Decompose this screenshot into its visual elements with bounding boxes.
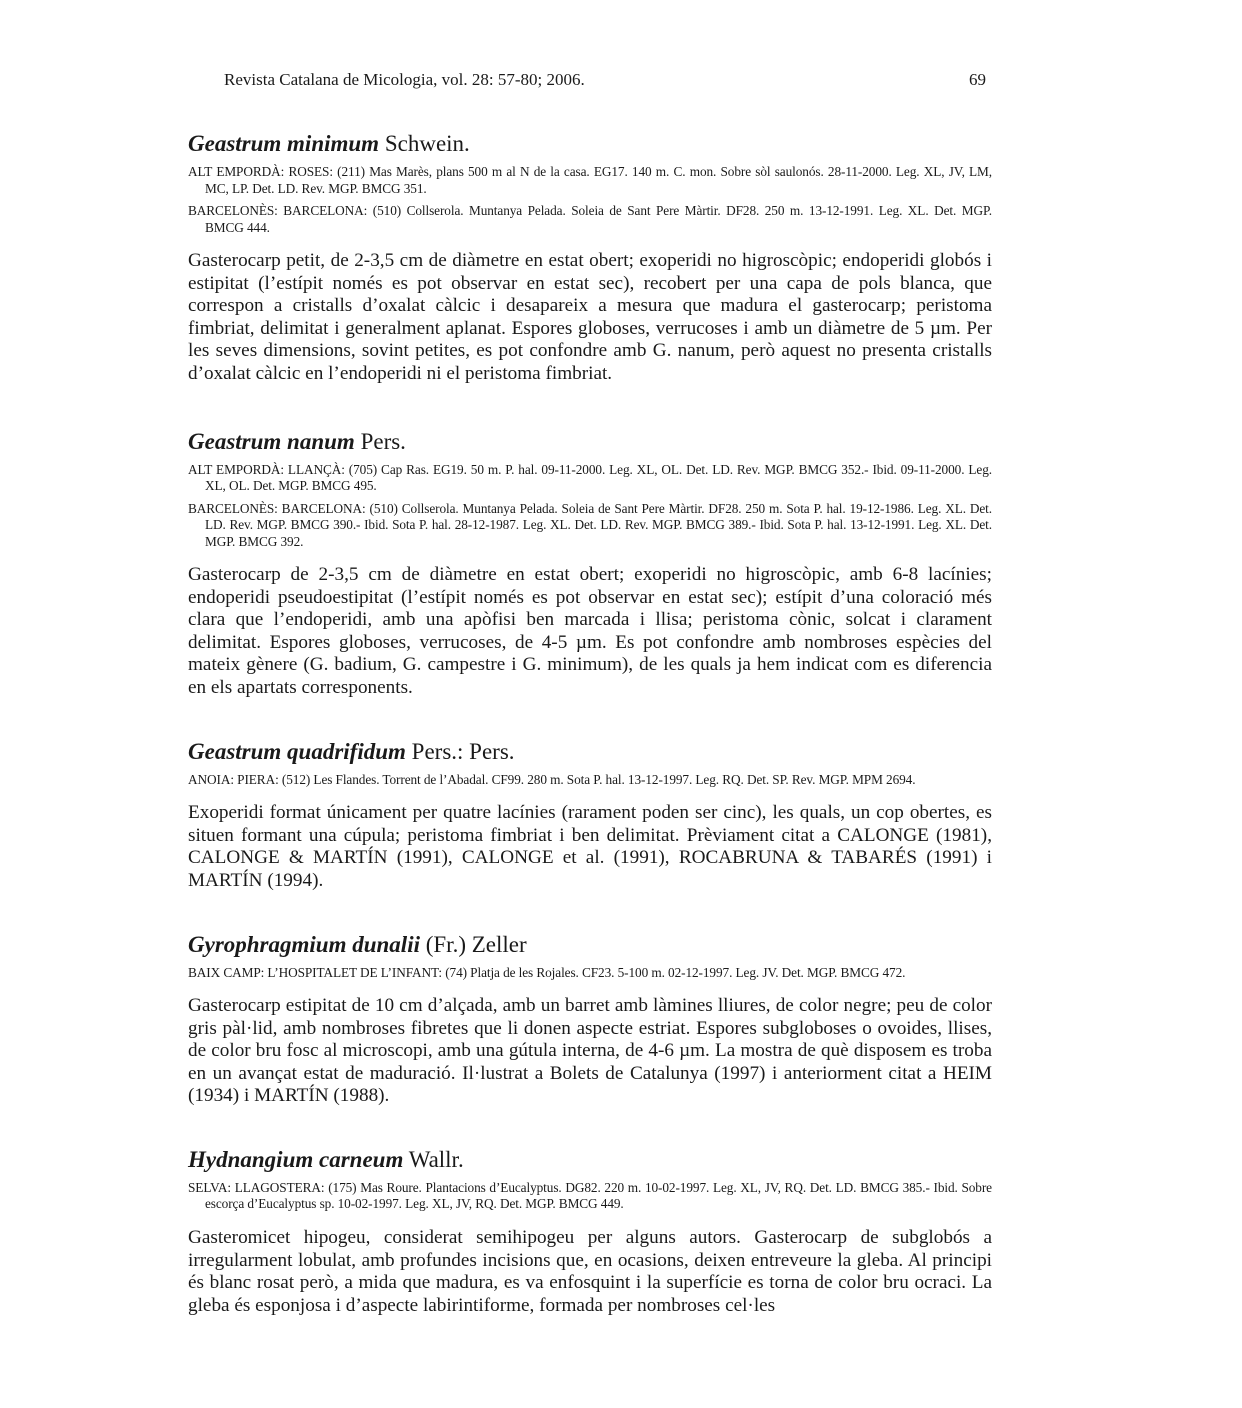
species-name: Geastrum quadrifidum bbox=[188, 738, 406, 764]
species-author: Schwein. bbox=[384, 131, 470, 156]
specimen-record: ALT EMPORDÀ: LLANÇÀ: (705) Cap Ras. EG19. 50 m. P. hal. 09-11-2000. Leg. XL, OL. Det. LD. Rev. MGP. BMCG 352.- Ibid. 09-11-2000. Leg. XL, OL. Det. MGP. BMCG 495. bbox=[188, 461, 992, 494]
species-description: Gasterocarp de 2-3,5 cm de diàmetre en estat obert; exoperidi no higroscòpic, amb 6-8 lacínies; endoperidi pseudoestipitat (l’estípit només es pot observar en estat sec); estípit d’una coloració més clara que l’endoperidi, amb una apòfisi ben marcada i llisa; peristoma cònic, solcat i clarament delimitat. Espores globoses, verrucoses, de 4-5 µm. Es pot confondre amb nombroses espècies del mateix gènere (G. badium, G. campestre i G. minimum), de les quals ja hem indicat com es diferencia en els apartats corresponents. bbox=[188, 564, 992, 699]
species-description: Gasteromicet hipogeu, considerat semihipogeu per alguns autors. Gasterocarp de subglobós a irregularment lobulat, amb profundes incisions que, en ocasions, deixen entreveure la gleba. Al principi és blanc rosat però, a mida que madura, es va enfosquint i la superfície es torna de color bru ocraci. La gleba és esponjosa i d’aspecte labirintiforme, formada per nombroses cel·les bbox=[188, 1226, 992, 1316]
page-number: 69 bbox=[969, 70, 986, 89]
specimen-record: BARCELONÈS: BARCELONA: (510) Collserola. Muntanya Pelada. Soleia de Sant Pere Màrtir. DF28. 250 m. Sota P. hal. 19-12-1986. Leg. XL. Det. LD. Rev. MGP. BMCG 390.- Ibid. Sota P. hal. 28-12-1987. Leg. XL. Det. LD. Rev. MGP. BMCG 389.- Ibid. Sota P. hal. 13-12-1991. Leg. XL. Det. MGP. BMCG 392. bbox=[188, 500, 992, 549]
species-heading bbox=[188, 738, 992, 766]
species-heading bbox=[188, 931, 992, 959]
species-name: Gyrophragmium dunalii bbox=[188, 931, 420, 957]
species-name: Geastrum nanum bbox=[188, 428, 355, 454]
species-name: Hydnangium carneum bbox=[188, 1146, 404, 1172]
species-description: Gasterocarp estipitat de 10 cm d’alçada, amb un barret amb làmines lliures, de color negre; peu de color gris pàl·lid, amb nombroses fibretes que li donen aspecte estriat. Espores subgloboses o ovoides, llises, de color bru fosc al microscopi, amb una gútula interna, de 4-6 µm. La mostra de què disposem es troba en un avançat estat de maduració. Il·lustrat a Bolets de Catalunya (1997) i anteriorment citat a HEIM (1934) i MARTÍN (1988). bbox=[188, 995, 992, 1107]
species-heading bbox=[188, 428, 992, 456]
specimen-record: ALT EMPORDÀ: ROSES: (211) Mas Marès, plans 500 m al N de la casa. EG17. 140 m. C. mon. Sobre sòl saulonós. 28-11-2000. Leg. XL, JV, LM, MC, LP. Det. LD. Rev. MGP. BMCG 351. bbox=[188, 164, 992, 196]
species-description: Exoperidi format únicament per quatre lacínies (rarament poden ser cinc), les quals, un cop obertes, es situen formant una cúpula; peristoma fimbriat i ben delimitat. Prèviament citat a CALONGE (1981), CALONGE & MARTÍN (1991), CALONGE et al. (1991), ROCABRUNA & TABARÉS (1991) i MARTÍN (1994). bbox=[188, 802, 992, 891]
journal-citation: Revista Catalana de Micologia, vol. 28: 57-80; 2006. bbox=[224, 70, 585, 89]
species-author: Pers. bbox=[360, 428, 406, 454]
species-heading bbox=[188, 1146, 992, 1174]
species-heading bbox=[188, 130, 992, 158]
species-name: Geastrum minimum bbox=[188, 131, 380, 156]
specimen-record: ANOIA: PIERA: (512) Les Flandes. Torrent de l’Abadal. CF99. 280 m. Sota P. hal. 13-12-1997. Leg. RQ. Det. SP. Rev. MGP. MPM 2694. bbox=[188, 771, 916, 787]
specimen-record: BARCELONÈS: BARCELONA: (510) Collserola. Muntanya Pelada. Soleia de Sant Pere Màrtir. DF28. 250 m. 13-12-1991. Leg. XL. Det. MGP. BMCG 444. bbox=[188, 203, 992, 235]
specimen-record: BAIX CAMP: L’HOSPITALET DE L’INFANT: (74) Platja de les Rojales. CF23. 5-100 m. 02-12-1997. Leg. JV. Det. MGP. BMCG 472. bbox=[188, 964, 906, 980]
page bbox=[188, 70, 992, 1317]
species-author: (Fr.) Zeller bbox=[425, 931, 527, 957]
specimen-record: SELVA: LLAGOSTERA: (175) Mas Roure. Plantacions d’Eucalyptus. DG82. 220 m. 10-02-1997. Leg. XL, JV, RQ. Det. LD. BMCG 385.- Ibid. Sobre escorça d’Eucalyptus sp. 10-02-1997. Leg. XL, JV, RQ. Det. MGP. BMCG 449. bbox=[188, 1179, 992, 1212]
running-header bbox=[224, 70, 986, 92]
species-description: Gasterocarp petit, de 2-3,5 cm de diàmetre en estat obert; exoperidi no higroscòpic; endoperidi globós i estipitat (l’estípit només es pot observar en estat sec), recobert per una capa de pols blanca, que correspon a cristalls d’oxalat càlcic i desapareix a mesura que madura el gasterocarp; peristoma fimbriat, delimitat i generalment aplanat. Espores globoses, verrucoses i amb un diàmetre de 5 µm. Per les seves dimensions, sovint petites, es pot confondre amb G. nanum, però aquest no presenta cristalls d’oxalat càlcic en l’endoperidi ni el peristoma fimbriat. bbox=[188, 250, 992, 384]
species-author: Pers.: Pers. bbox=[411, 738, 515, 764]
species-author: Wallr. bbox=[408, 1146, 464, 1172]
